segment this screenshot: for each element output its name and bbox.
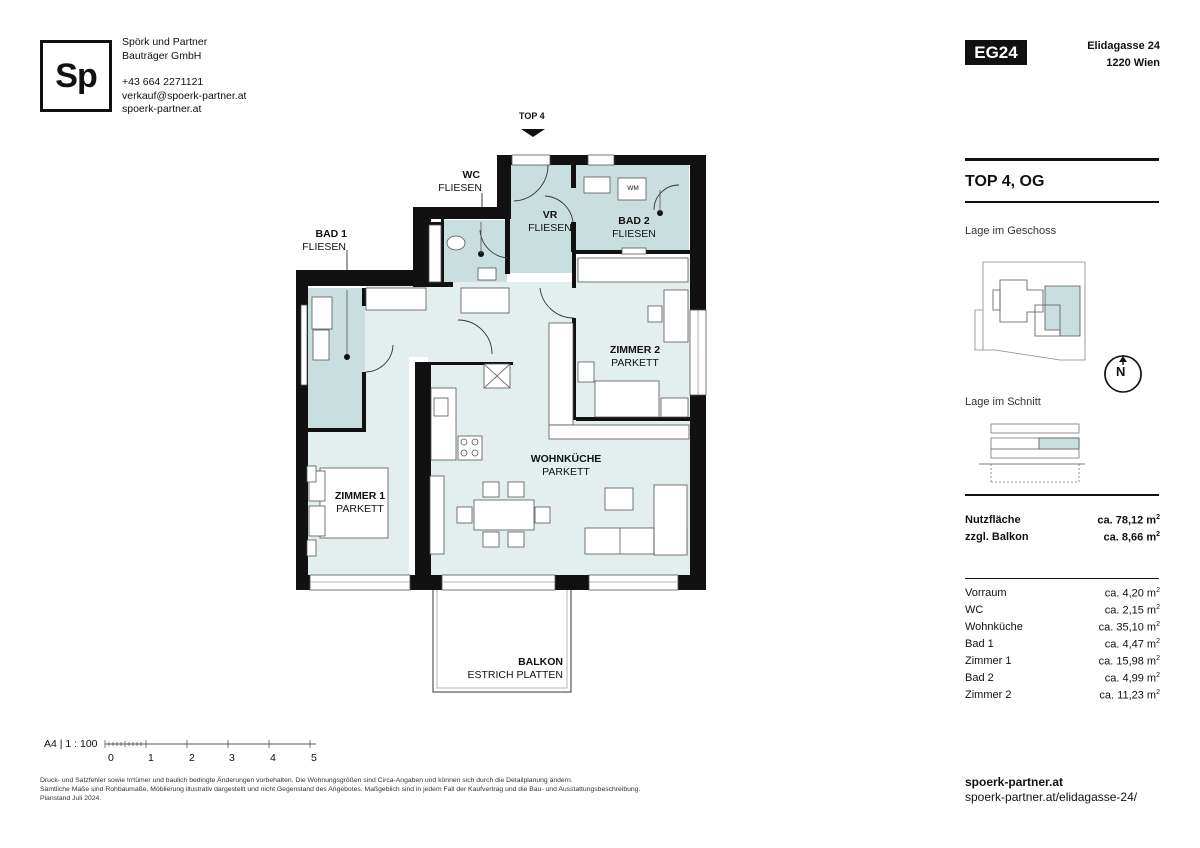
area-label: Zimmer 1 <box>965 655 1012 667</box>
panel-rule <box>965 494 1159 496</box>
entrance-arrow-icon <box>521 129 545 137</box>
scale-tick-label: 0 <box>108 752 114 764</box>
company-website[interactable]: spoerk-partner.at <box>122 103 202 115</box>
room-floor-wc: FLIESEN <box>438 182 482 194</box>
area-value: ca. 2,15 m <box>1104 604 1157 617</box>
area-row: WC ca. 2,15 $m^2$ <box>965 604 1160 617</box>
panel-top-rule <box>965 158 1159 161</box>
room-label-bad2: BAD 2 <box>618 215 650 227</box>
area-row: Zimmer 1 ca. 15,98 $m^2$ <box>965 655 1160 668</box>
area-row: Bad 2 ca. 4,99 $m^2$ <box>965 672 1160 685</box>
scale-tick-label: 5 <box>311 752 317 764</box>
section-location-label: Lage im Schnitt <box>965 396 1041 408</box>
room-floor-vr: FLIESEN <box>528 222 572 234</box>
project-address <box>1087 38 1160 72</box>
company-email[interactable]: verkauf@spoerk-partner.at <box>122 89 247 102</box>
room-label-balkon: BALKON <box>518 656 563 668</box>
unit-title: TOP 4, OG <box>965 173 1045 190</box>
area-label: WC <box>965 604 984 616</box>
footer-website[interactable]: spoerk-partner.at <box>965 775 1064 789</box>
room-floor-bad2: FLIESEN <box>612 228 656 240</box>
scale-tick-label: 3 <box>229 752 235 764</box>
summary-value: ca. 8,66 m <box>1103 531 1157 544</box>
summary-label: zzgl. Balkon <box>965 531 1029 543</box>
area-label: Bad 1 <box>965 638 994 650</box>
summary-label: Nutzfläche <box>965 514 1021 526</box>
section-location-diagram <box>975 418 1090 488</box>
summary-row: zzgl. Balkon ca. 8,66 $m^2$ <box>965 531 1160 544</box>
footer-project-url[interactable]: spoerk-partner.at/elidagasse-24/ <box>965 790 1138 804</box>
room-label-zimmer1: ZIMMER 1 <box>334 490 386 502</box>
area-label: Wohnküche <box>965 621 1023 633</box>
scale-bar <box>100 736 325 750</box>
company-name-line1: Spörk und Partner <box>122 36 208 48</box>
area-value: ca. 11,23 m <box>1099 689 1157 702</box>
disclaimer-line: Druck- und Satzfehler sowie Irrtümer und baulich bedingte Änderungen vorbehalten. Die Wohnungsgrößen sind Circa-Angaben und können sich durch die Detailplanung ändern. <box>40 777 573 784</box>
room-label-zimmer2: ZIMMER 2 <box>609 344 661 356</box>
area-row: Bad 1 ca. 4,47 $m^2$ <box>965 638 1160 651</box>
disclaimer-line: Sämtliche Maße sind Rohbaumaße. Möblierung illustrativ dargestellt und nicht Gegenstand des Angebotes. Maßgeblich sind in jedem Fall der Kaufvertrag und die Bau- und Ausstattungsbeschreibung. <box>40 786 641 793</box>
area-value: ca. 4,47 m <box>1104 638 1157 651</box>
room-floor-zimmer1: PARKETT <box>336 503 384 515</box>
disclaimer-line: Planstand Juli 2024. <box>40 795 102 802</box>
panel-rule <box>965 578 1159 579</box>
scale-tick-label: 1 <box>148 752 154 764</box>
scale-tick-label: 2 <box>189 752 195 764</box>
area-row: Vorraum ca. 4,20 $m^2$ <box>965 587 1160 600</box>
area-label: Bad 2 <box>965 672 994 684</box>
area-row: Wohnküche ca. 35,10 $m^2$ <box>965 621 1160 634</box>
room-label-wohnkueche: WOHNKÜCHE <box>530 453 602 465</box>
project-badge: EG24 <box>965 40 1027 65</box>
area-value: ca. 4,99 m <box>1104 672 1157 685</box>
room-floor-wohnkueche: PARKETT <box>542 466 590 478</box>
summary-row: Nutzfläche ca. 78,12 $m^2$ <box>965 514 1160 527</box>
disclaimer <box>40 776 680 803</box>
room-label-vr: VR <box>542 209 558 221</box>
area-value: ca. 15,98 m <box>1098 655 1157 668</box>
area-value: ca. 4,20 m <box>1104 587 1157 600</box>
summary-value: ca. 78,12 m <box>1097 514 1157 527</box>
room-label-bad1: BAD 1 <box>315 228 347 240</box>
entrance-label: TOP 4 <box>519 111 545 121</box>
washing-machine-label: WM <box>627 185 639 192</box>
scale-label: A4 | 1 : 100 <box>44 738 98 750</box>
north-label: N <box>1116 364 1126 379</box>
logo-text: Sp <box>55 56 97 95</box>
address-city: 1220 Wien <box>1106 57 1160 69</box>
room-floor-bad1: FLIESEN <box>302 241 346 253</box>
company-name-line2: Bauträger GmbH <box>122 49 202 62</box>
floor-location-label: Lage im Geschoss <box>965 225 1057 237</box>
panel-rule <box>965 201 1159 203</box>
area-row: Zimmer 2 ca. 11,23 $m^2$ <box>965 689 1160 702</box>
room-floor-balkon: ESTRICH PLATTEN <box>467 669 563 681</box>
scale-tick-label: 4 <box>270 752 276 764</box>
room-label-wc: WC <box>462 169 480 181</box>
area-label: Zimmer 2 <box>965 689 1012 701</box>
company-phone[interactable]: +43 664 2271121 <box>122 76 204 88</box>
address-street: Elidagasse 24 <box>1087 40 1160 52</box>
room-floor-zimmer2: PARKETT <box>611 357 659 369</box>
area-label: Vorraum <box>965 587 1007 599</box>
area-value: ca. 35,10 m <box>1098 621 1157 634</box>
